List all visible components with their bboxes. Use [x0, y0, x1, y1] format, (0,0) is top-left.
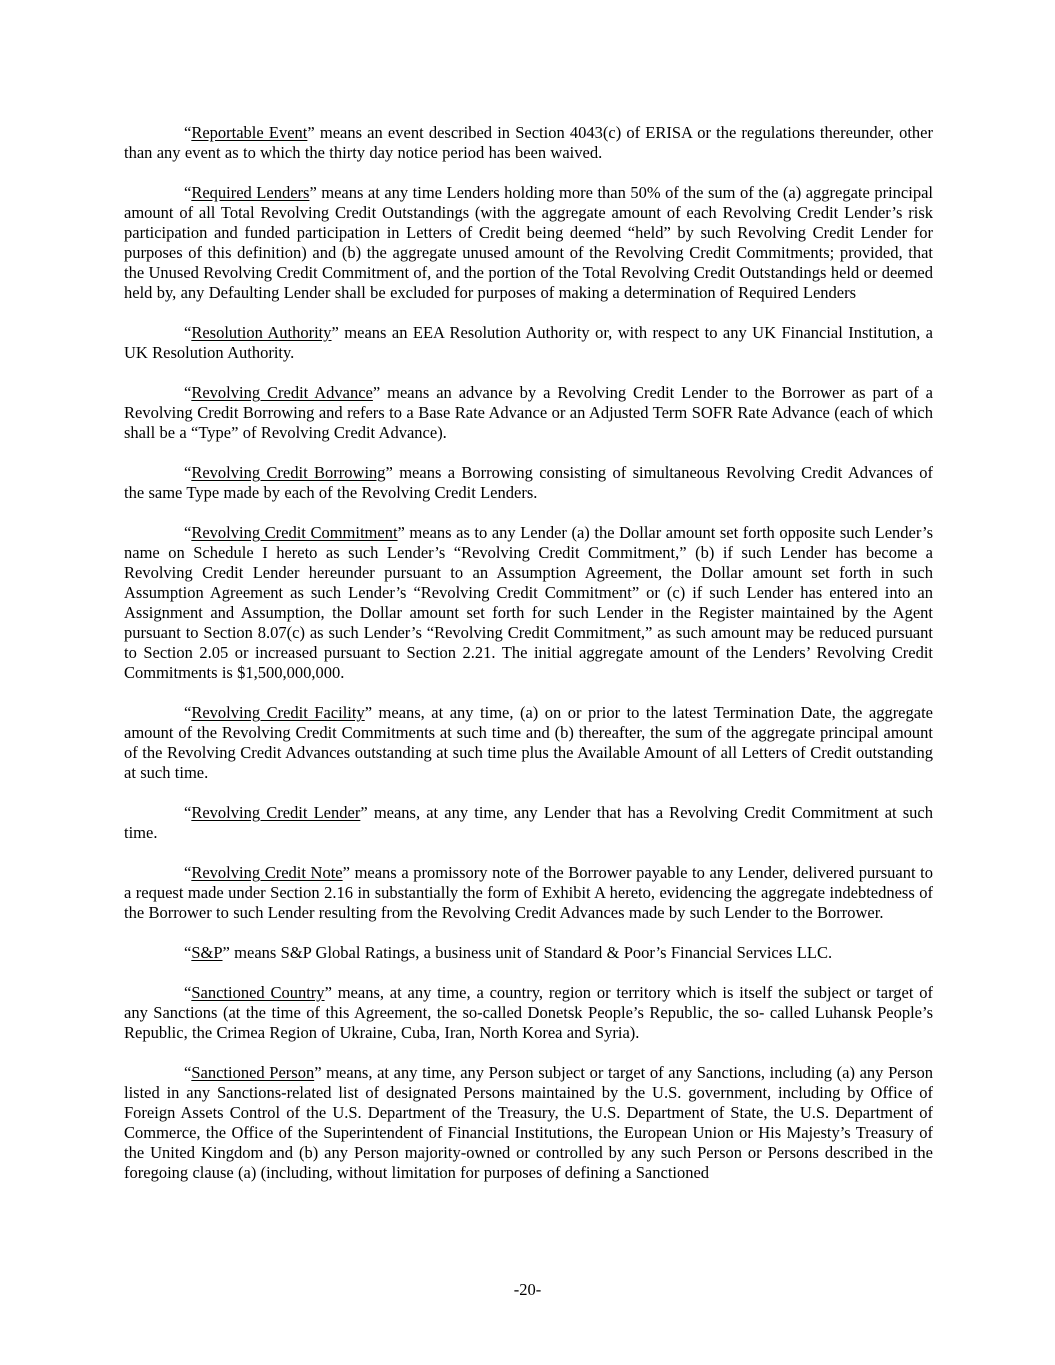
- page-number: -20-: [513, 1280, 542, 1299]
- definition-paragraph: [124, 523, 933, 683]
- definition-text: ” means, at any time, a country, region or territory which is itself the subject or target of any Sanctions (at the time of this Agreement, the so-called Donetsk People’s Republic, the so- called Luhansk People’s Republic, the Crimea Region of Ukraine, Cuba, Iran, North Korea and Syria).: [124, 983, 933, 1042]
- definition-paragraph: [124, 323, 933, 363]
- definition-text: ” means a promissory note of the Borrower payable to any Lender, delivered pursuant to a request made under Section 2.16 in substantially the form of Exhibit A hereto, evidencing the aggregate indebtedness of the Borrower to such Lender resulting from the Revolving Credit Advances made by such Lender to the Borrower.: [124, 863, 933, 922]
- open-quote: “: [184, 463, 192, 482]
- defined-term: Resolution Authority: [191, 323, 332, 342]
- defined-term: S&P: [191, 943, 223, 962]
- defined-term: Revolving Credit Borrowing: [191, 463, 386, 482]
- definition-text: ” means a Borrowing consisting of simultaneous Revolving Credit Advances of the same Type made by each of the Revolving Credit Lenders.: [124, 463, 933, 502]
- definition-text: ” means, at any time, any Lender that has a Revolving Credit Commitment at such time.: [124, 803, 933, 842]
- definition-paragraph: [124, 183, 933, 303]
- document-body: [124, 123, 933, 1183]
- definition-paragraph: [124, 1063, 933, 1183]
- open-quote: “: [184, 803, 192, 822]
- open-quote: “: [184, 383, 192, 402]
- definition-text: ” means an EEA Resolution Authority or, with respect to any UK Financial Institution, a UK Resolution Authority.: [124, 323, 933, 362]
- open-quote: “: [184, 943, 192, 962]
- defined-term: Revolving Credit Lender: [191, 803, 361, 822]
- open-quote: “: [184, 983, 192, 1002]
- definition-text: ” means an event described in Section 4043(c) of ERISA or the regulations thereunder, other than any event as to which the thirty day notice period has been waived.: [124, 123, 933, 162]
- definition-text: ” means S&P Global Ratings, a business unit of Standard & Poor’s Financial Services LLC.: [222, 943, 833, 962]
- definition-text: ” means, at any time, (a) on or prior to the latest Termination Date, the aggregate amount of the Revolving Credit Commitments at such time and (b) thereafter, the sum of the aggregate principal amount of the Revolving Credit Advances outstanding at such time plus the Available Amount of all Letters of Credit outstanding at such time.: [124, 703, 933, 782]
- open-quote: “: [184, 1063, 192, 1082]
- open-quote: “: [184, 703, 192, 722]
- defined-term: Sanctioned Person: [191, 1063, 315, 1082]
- definition-paragraph: [124, 803, 933, 843]
- defined-term: Revolving Credit Facility: [191, 703, 365, 722]
- open-quote: “: [184, 323, 192, 342]
- open-quote: “: [184, 183, 192, 202]
- definition-paragraph: [124, 703, 933, 783]
- definition-paragraph: [124, 463, 933, 503]
- definition-text: ” means, at any time, any Person subject or target of any Sanctions, including (a) any Person listed in any Sanctions-related list of designated Persons maintained by the U.S. government, including by Office of Foreign Assets Control of the U.S. Department of the Treasury, the U.S. Department of State, the U.S. Department of Commerce, the Office of the Superintendent of Financial Institutions, the European Union or His Majesty’s Treasury of the United Kingdom and (b) any Person majority-owned or controlled by any such Person or Persons described in the foregoing clause (a) (including, without limitation for purposes of defining a Sanctioned: [124, 1063, 933, 1182]
- defined-term: Sanctioned Country: [191, 983, 325, 1002]
- open-quote: “: [184, 863, 192, 882]
- definition-paragraph: [124, 863, 933, 923]
- definition-text: ” means at any time Lenders holding more than 50% of the sum of the (a) aggregate principal amount of all Total Revolving Credit Outstandings (with the aggregate amount of each Revolving Credit Lender’s risk participation and funded participation in Letters of Credit being deemed “held” by such Revolving Credit Lender for purposes of this definition) and (b) the aggregate unused amount of the Revolving Credit Commitments; provided, that the Unused Revolving Credit Commitment of, and the portion of the Total Revolving Credit Outstandings held or deemed held by, any Defaulting Lender shall be excluded for purposes of making a determination of Required Lenders: [124, 183, 933, 302]
- defined-term: Required Lenders: [191, 183, 310, 202]
- definition-text: ” means an advance by a Revolving Credit Lender to the Borrower as part of a Revolving Credit Borrowing and refers to a Base Rate Advance or an Adjusted Term SOFR Rate Advance (each of which shall be a “Type” of Revolving Credit Advance).: [124, 383, 933, 442]
- definition-paragraph: [124, 983, 933, 1043]
- open-quote: “: [184, 523, 192, 542]
- defined-term: Revolving Credit Commitment: [191, 523, 398, 542]
- definition-text: ” means as to any Lender (a) the Dollar amount set forth opposite such Lender’s name on Schedule I hereto as such Lender’s “Revolving Credit Commitment,” (b) if such Lender has become a Revolving Credit Lender hereunder pursuant to an Assumption Agreement, the Dollar amount set forth in such Assumption Agreement as such Lender’s “Revolving Credit Commitment” or (c) if such Lender has entered into an Assignment and Assumption, the Dollar amount set forth for such Lender in the Register maintained by the Agent pursuant to Section 8.07(c) as such Lender’s “Revolving Credit Commitment,” as such amount may be reduced pursuant to Section 2.05 or increased pursuant to Section 2.21. The initial aggregate amount of the Lenders’ Revolving Credit Commitments is $1,500,000,000.: [124, 523, 933, 682]
- definition-paragraph: [124, 383, 933, 443]
- defined-term: Revolving Credit Advance: [191, 383, 373, 402]
- defined-term: Reportable Event: [191, 123, 308, 142]
- open-quote: “: [184, 123, 192, 142]
- definition-paragraph: [124, 943, 933, 963]
- definition-paragraph: [124, 123, 933, 163]
- defined-term: Revolving Credit Note: [191, 863, 343, 882]
